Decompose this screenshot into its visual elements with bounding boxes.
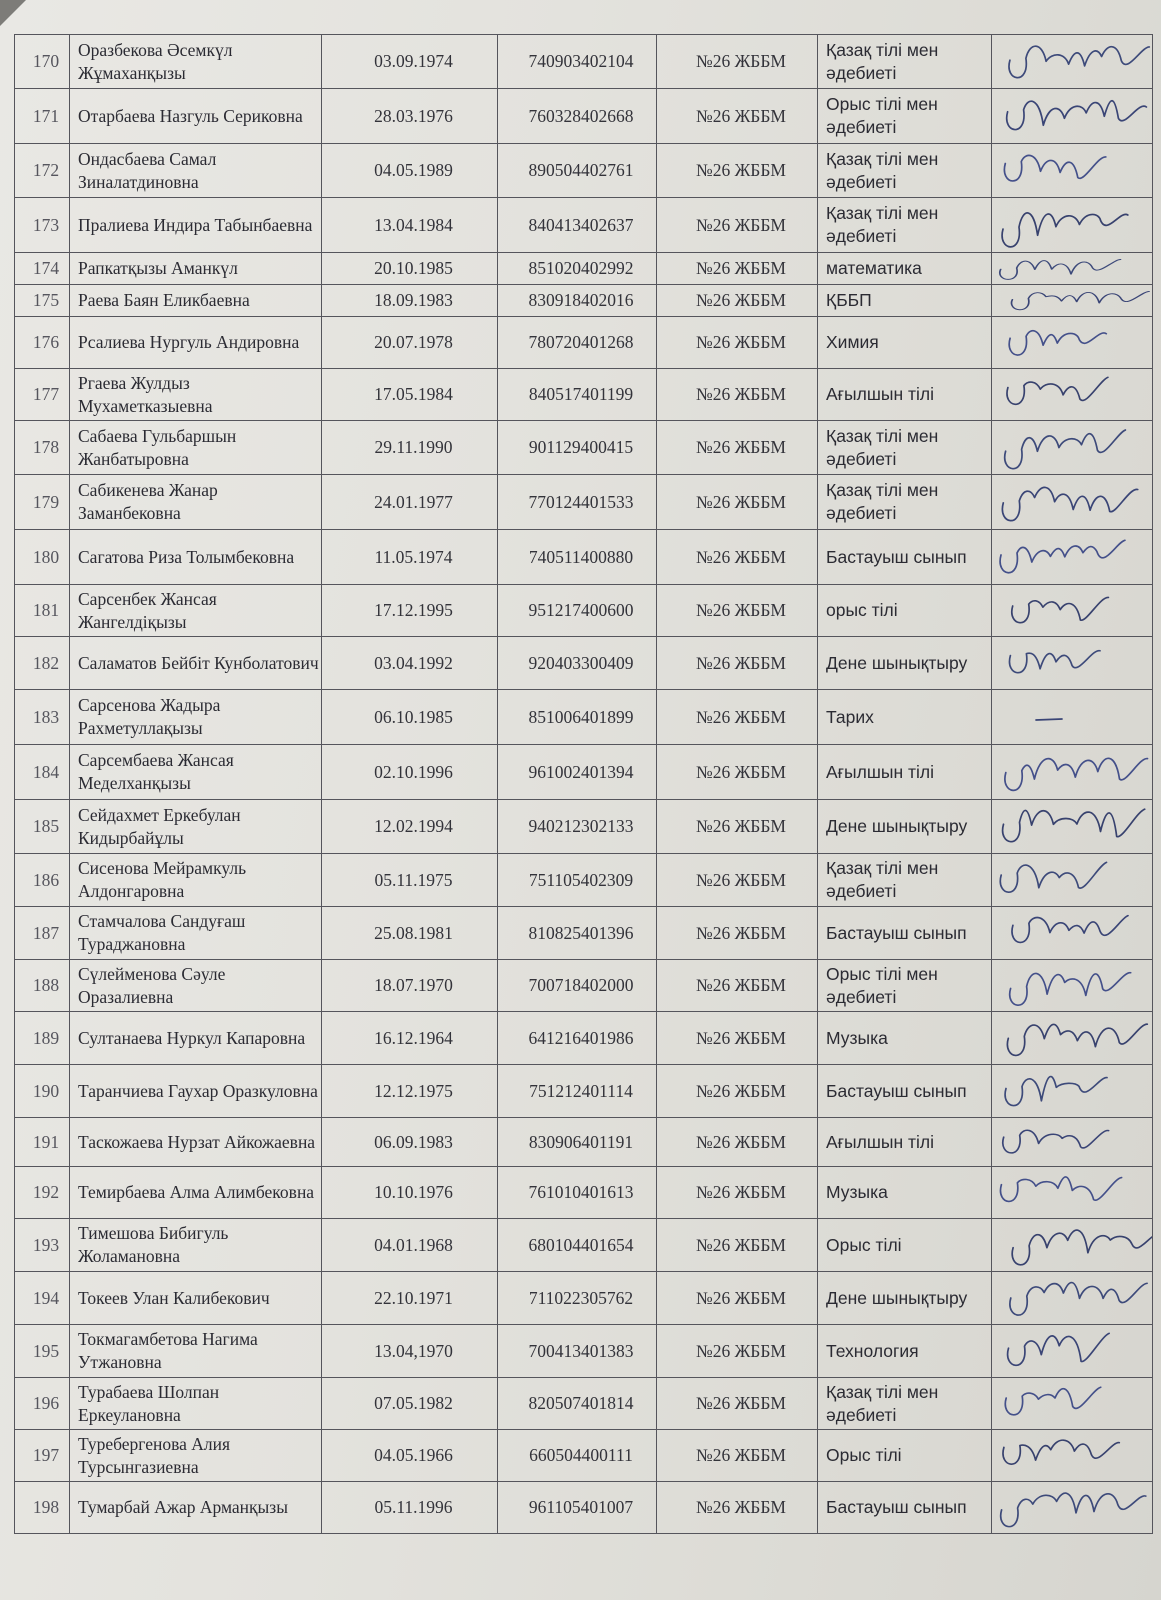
- school-name: №26 ЖББМ: [657, 585, 818, 637]
- table-row: [15, 637, 1153, 690]
- signature-stroke: [1004, 155, 1105, 181]
- teacher-name: Тумарбай Ажар Арманқызы: [70, 1482, 322, 1534]
- birth-date: 02.10.1996: [322, 745, 498, 800]
- iin-number: 751105402309: [498, 854, 657, 907]
- signature-mark: [992, 1167, 1152, 1218]
- row-number: 197: [15, 1430, 70, 1482]
- school-name: №26 ЖББМ: [657, 800, 818, 854]
- signature-stroke: [1007, 377, 1108, 404]
- signature-stroke: [1005, 1077, 1107, 1106]
- teacher-name: Сисенова Мейрамкуль Алдонгаровна: [70, 854, 322, 907]
- school-name: №26 ЖББМ: [657, 1065, 818, 1118]
- table-row: [15, 369, 1153, 421]
- signature-mark: [992, 530, 1152, 584]
- teacher-name: Таранчиева Гаухар Оразкуловна: [70, 1065, 322, 1118]
- table-row: [15, 1430, 1153, 1482]
- birth-date: 20.07.1978: [322, 317, 498, 369]
- table-row: [15, 253, 1153, 285]
- table-row: [15, 421, 1153, 475]
- row-number: 195: [15, 1325, 70, 1378]
- signature-mark: [992, 960, 1152, 1011]
- school-name: №26 ЖББМ: [657, 198, 818, 253]
- birth-date: 03.09.1974: [322, 35, 498, 89]
- signature-stroke: [1003, 1130, 1109, 1153]
- iin-number: 680104401654: [498, 1219, 657, 1272]
- signature-stroke: [1012, 916, 1128, 943]
- iin-number: 810825401396: [498, 907, 657, 960]
- signature-cell: [992, 1272, 1153, 1325]
- table-row: [15, 745, 1153, 800]
- iin-number: 830918402016: [498, 285, 657, 317]
- teacher-name: Султанаева Нуркул Капаровна: [70, 1012, 322, 1065]
- school-name: №26 ЖББМ: [657, 89, 818, 144]
- row-number: 180: [15, 530, 70, 585]
- signature-cell: [992, 1012, 1153, 1065]
- signature-stroke: [1005, 430, 1126, 469]
- signature-mark: [992, 253, 1152, 284]
- row-number: 186: [15, 854, 70, 907]
- teacher-name: Турабаева Шолпан Еркеулановна: [70, 1378, 322, 1430]
- iin-number: 920403300409: [498, 637, 657, 690]
- signature-mark: [992, 585, 1152, 636]
- signature-cell: [992, 1065, 1153, 1118]
- signature-cell: [992, 854, 1153, 907]
- birth-date: 22.10.1971: [322, 1272, 498, 1325]
- subject-name: Ағылшын тілі: [818, 1118, 992, 1167]
- row-number: 178: [15, 421, 70, 475]
- school-name: №26 ЖББМ: [657, 1430, 818, 1482]
- signature-mark: [992, 144, 1152, 197]
- birth-date: 03.04.1992: [322, 637, 498, 690]
- staff-table: [14, 34, 1153, 1534]
- birth-date: 12.02.1994: [322, 800, 498, 854]
- teacher-name: Сүлейменова Сәуле Оразалиевна: [70, 960, 322, 1012]
- birth-date: 04.05.1989: [322, 144, 498, 198]
- page-corner: [0, 0, 26, 26]
- table-row: [15, 144, 1153, 198]
- signature-stroke: [1009, 46, 1149, 77]
- row-number: 172: [15, 144, 70, 198]
- signature-cell: [992, 35, 1153, 89]
- school-name: №26 ЖББМ: [657, 35, 818, 89]
- table-row: [15, 1378, 1153, 1430]
- row-number: 176: [15, 317, 70, 369]
- birth-date: 20.10.1985: [322, 253, 498, 285]
- signature-stroke: [1001, 1493, 1146, 1527]
- birth-date: 12.12.1975: [322, 1065, 498, 1118]
- teacher-name: Стамчалова Сандуғаш Тураджановна: [70, 907, 322, 960]
- iin-number: 961002401394: [498, 745, 657, 800]
- signature-cell: [992, 530, 1153, 585]
- teacher-name: Токеев Улан Калибекович: [70, 1272, 322, 1325]
- table-row: [15, 1065, 1153, 1118]
- signature-stroke: [1003, 1440, 1119, 1464]
- signature-stroke: [1000, 260, 1121, 280]
- subject-name: Технология: [818, 1325, 992, 1378]
- teacher-name: Темирбаева Алма Алимбековна: [70, 1167, 322, 1219]
- row-number: 174: [15, 253, 70, 285]
- subject-name: ҚББП: [818, 285, 992, 317]
- subject-name: Қазақ тілі мен әдебиеті: [818, 421, 992, 475]
- teacher-name: Пралиева Индира Табынбаевна: [70, 198, 322, 253]
- signature-mark: [992, 1482, 1152, 1533]
- iin-number: 700718402000: [498, 960, 657, 1012]
- table-row: [15, 854, 1153, 907]
- signature-stroke: [1008, 1333, 1110, 1365]
- table-row: [15, 1325, 1153, 1378]
- birth-date: 04.05.1966: [322, 1430, 498, 1482]
- signature-mark: [992, 854, 1152, 906]
- school-name: №26 ЖББМ: [657, 1272, 818, 1325]
- iin-number: 840517401199: [498, 369, 657, 421]
- table-row: [15, 1219, 1153, 1272]
- birth-date: 24.01.1977: [322, 475, 498, 530]
- signature-stroke: [1036, 719, 1062, 720]
- birth-date: 06.10.1985: [322, 690, 498, 745]
- school-name: №26 ЖББМ: [657, 285, 818, 317]
- birth-date: 05.11.1975: [322, 854, 498, 907]
- signature-mark: [992, 1430, 1152, 1481]
- row-number: 196: [15, 1378, 70, 1430]
- teacher-name: Сарсембаева Жансая Меделханқызы: [70, 745, 322, 800]
- teacher-name: Сарсенбек Жансая Жангелдіқызы: [70, 585, 322, 637]
- teacher-name: Сейдахмет Еркебулан Кидырбайұлы: [70, 800, 322, 854]
- birth-date: 13.04.1984: [322, 198, 498, 253]
- subject-name: Тарих: [818, 690, 992, 745]
- row-number: 191: [15, 1118, 70, 1167]
- teacher-name: Сарсенова Жадыра Рахметуллақызы: [70, 690, 322, 745]
- school-name: №26 ЖББМ: [657, 1378, 818, 1430]
- birth-date: 17.05.1984: [322, 369, 498, 421]
- row-number: 198: [15, 1482, 70, 1534]
- school-name: №26 ЖББМ: [657, 854, 818, 907]
- subject-name: Бастауыш сынып: [818, 530, 992, 585]
- subject-name: Бастауыш сынып: [818, 907, 992, 960]
- signature-cell: [992, 585, 1153, 637]
- signature-stroke: [1009, 651, 1100, 673]
- subject-name: Бастауыш сынып: [818, 1065, 992, 1118]
- table-row: [15, 198, 1153, 253]
- table-row: [15, 907, 1153, 960]
- iin-number: 951217400600: [498, 585, 657, 637]
- row-number: 170: [15, 35, 70, 89]
- signature-stroke: [1000, 540, 1125, 572]
- school-name: №26 ЖББМ: [657, 475, 818, 530]
- subject-name: Орыс тілі мен әдебиеті: [818, 960, 992, 1012]
- row-number: 189: [15, 1012, 70, 1065]
- iin-number: 660504400111: [498, 1430, 657, 1482]
- signature-cell: [992, 637, 1153, 690]
- signature-mark: [992, 1012, 1152, 1064]
- row-number: 171: [15, 89, 70, 144]
- school-name: №26 ЖББМ: [657, 144, 818, 198]
- iin-number: 740903402104: [498, 35, 657, 89]
- signature-cell: [992, 89, 1153, 144]
- signature-mark: [992, 89, 1152, 143]
- teacher-name: Сагатова Риза Толымбековна: [70, 530, 322, 585]
- subject-name: орыс тілі: [818, 585, 992, 637]
- school-name: №26 ЖББМ: [657, 253, 818, 285]
- table-row: [15, 690, 1153, 745]
- iin-number: 961105401007: [498, 1482, 657, 1534]
- signature-cell: [992, 745, 1153, 800]
- teacher-name: Таскожаева Нурзат Айкожаевна: [70, 1118, 322, 1167]
- birth-date: 05.11.1996: [322, 1482, 498, 1534]
- signature-cell: [992, 1219, 1153, 1272]
- signature-mark: [992, 1325, 1152, 1377]
- signature-mark: [992, 421, 1152, 474]
- birth-date: 28.03.1976: [322, 89, 498, 144]
- row-number: 188: [15, 960, 70, 1012]
- table-row: [15, 475, 1153, 530]
- row-number: 175: [15, 285, 70, 317]
- iin-number: 740511400880: [498, 530, 657, 585]
- signature-mark: [992, 369, 1152, 420]
- birth-date: 25.08.1981: [322, 907, 498, 960]
- signature-cell: [992, 800, 1153, 854]
- school-name: №26 ЖББМ: [657, 1219, 818, 1272]
- table-row: [15, 317, 1153, 369]
- iin-number: 641216401986: [498, 1012, 657, 1065]
- teacher-name: Рапкатқызы Аманкүл: [70, 253, 322, 285]
- school-name: №26 ЖББМ: [657, 1167, 818, 1219]
- subject-name: Орыс тілі: [818, 1219, 992, 1272]
- teacher-name: Раева Баян Еликбаевна: [70, 285, 322, 317]
- iin-number: 820507401814: [498, 1378, 657, 1430]
- school-name: №26 ЖББМ: [657, 1118, 818, 1167]
- table-row: [15, 1482, 1153, 1534]
- birth-date: 16.12.1964: [322, 1012, 498, 1065]
- signature-cell: [992, 369, 1153, 421]
- signature-cell: [992, 285, 1153, 317]
- table-row: [15, 35, 1153, 89]
- subject-name: Бастауыш сынып: [818, 1482, 992, 1534]
- table-row: [15, 800, 1153, 854]
- row-number: 194: [15, 1272, 70, 1325]
- teacher-name: Саламатов Бейбіт Кунболатович: [70, 637, 322, 690]
- row-number: 185: [15, 800, 70, 854]
- signature-cell: [992, 1378, 1153, 1430]
- row-number: 173: [15, 198, 70, 253]
- signature-mark: [992, 475, 1152, 529]
- teacher-name: Тимешова Бибигуль Жоламановна: [70, 1219, 322, 1272]
- signature-mark: [992, 637, 1152, 689]
- subject-name: Қазақ тілі мен әдебиеті: [818, 854, 992, 907]
- subject-name: Ағылшын тілі: [818, 369, 992, 421]
- signature-stroke: [1009, 331, 1106, 355]
- subject-name: математика: [818, 253, 992, 285]
- subject-name: Химия: [818, 317, 992, 369]
- school-name: №26 ЖББМ: [657, 1012, 818, 1065]
- signature-mark: [992, 1118, 1152, 1166]
- signature-stroke: [1007, 1024, 1147, 1055]
- subject-name: Қазақ тілі мен әдебиеті: [818, 144, 992, 198]
- signature-cell: [992, 690, 1153, 745]
- signature-cell: [992, 1118, 1153, 1167]
- birth-date: 06.09.1983: [322, 1118, 498, 1167]
- row-number: 192: [15, 1167, 70, 1219]
- subject-name: Дене шынықтыру: [818, 800, 992, 854]
- signature-stroke: [1000, 862, 1106, 892]
- signature-mark: [992, 317, 1152, 368]
- school-name: №26 ЖББМ: [657, 421, 818, 475]
- signature-cell: [992, 960, 1153, 1012]
- signature-mark: [992, 1065, 1152, 1117]
- school-name: №26 ЖББМ: [657, 530, 818, 585]
- row-number: 177: [15, 369, 70, 421]
- signature-mark: [992, 285, 1152, 316]
- signature-mark: [992, 1219, 1152, 1271]
- iin-number: 711022305762: [498, 1272, 657, 1325]
- birth-date: 11.05.1974: [322, 530, 498, 585]
- table-row: [15, 960, 1153, 1012]
- table-row: [15, 530, 1153, 585]
- signature-stroke: [1000, 1177, 1121, 1201]
- signature-mark: [992, 690, 1152, 744]
- teacher-name: Сабаева Гульбаршын Жанбатыровна: [70, 421, 322, 475]
- signature-cell: [992, 1167, 1153, 1219]
- iin-number: 780720401268: [498, 317, 657, 369]
- school-name: №26 ЖББМ: [657, 745, 818, 800]
- signature-cell: [992, 1325, 1153, 1378]
- subject-name: Орыс тілі: [818, 1430, 992, 1482]
- birth-date: 13.04,1970: [322, 1325, 498, 1378]
- row-number: 183: [15, 690, 70, 745]
- table-row: [15, 1118, 1153, 1167]
- birth-date: 04.01.1968: [322, 1219, 498, 1272]
- school-name: №26 ЖББМ: [657, 369, 818, 421]
- iin-number: 830906401191: [498, 1118, 657, 1167]
- signature-mark: [992, 907, 1152, 959]
- signature-cell: [992, 907, 1153, 960]
- row-number: 187: [15, 907, 70, 960]
- signature-mark: [992, 198, 1152, 252]
- iin-number: 901129400415: [498, 421, 657, 475]
- teacher-name: Рсалиева Нургуль Андировна: [70, 317, 322, 369]
- signature-mark: [992, 35, 1152, 88]
- iin-number: 700413401383: [498, 1325, 657, 1378]
- subject-name: Ағылшын тілі: [818, 745, 992, 800]
- iin-number: 770124401533: [498, 475, 657, 530]
- teacher-name: Оразбекова Әсемкүл Жұмаханқызы: [70, 35, 322, 89]
- birth-date: 10.10.1976: [322, 1167, 498, 1219]
- signature-cell: [992, 198, 1153, 253]
- teacher-name: Туребергенова Алия Турсынгазиевна: [70, 1430, 322, 1482]
- signature-mark: [992, 800, 1152, 853]
- iin-number: 840413402637: [498, 198, 657, 253]
- table-row: [15, 1012, 1153, 1065]
- iin-number: 751212401114: [498, 1065, 657, 1118]
- subject-name: Дене шынықтыру: [818, 637, 992, 690]
- school-name: №26 ЖББМ: [657, 690, 818, 745]
- iin-number: 890504402761: [498, 144, 657, 198]
- school-name: №26 ЖББМ: [657, 637, 818, 690]
- signature-stroke: [1005, 758, 1148, 790]
- school-name: №26 ЖББМ: [657, 317, 818, 369]
- birth-date: 18.09.1983: [322, 285, 498, 317]
- teacher-name: Отарбаева Назгуль Сериковна: [70, 89, 322, 144]
- iin-number: 851020402992: [498, 253, 657, 285]
- signature-stroke: [1002, 487, 1137, 520]
- signature-cell: [992, 144, 1153, 198]
- row-number: 181: [15, 585, 70, 637]
- signature-stroke: [1012, 1230, 1152, 1265]
- table-row: [15, 1272, 1153, 1325]
- signature-stroke: [1005, 1387, 1100, 1415]
- signature-mark: [992, 745, 1152, 799]
- signature-stroke: [1011, 291, 1149, 309]
- table-row: [15, 89, 1153, 144]
- signature-cell: [992, 1482, 1153, 1534]
- row-number: 179: [15, 475, 70, 530]
- signature-stroke: [1007, 101, 1147, 130]
- birth-date: 29.11.1990: [322, 421, 498, 475]
- subject-name: Дене шынықтыру: [818, 1272, 992, 1325]
- signature-cell: [992, 475, 1153, 530]
- iin-number: 940212302133: [498, 800, 657, 854]
- row-number: 182: [15, 637, 70, 690]
- teacher-name: Ргаева Жулдыз Мухаметказыевна: [70, 369, 322, 421]
- iin-number: 851006401899: [498, 690, 657, 745]
- row-number: 193: [15, 1219, 70, 1272]
- signature-cell: [992, 1430, 1153, 1482]
- teacher-name: Токмагамбетова Нагима Утжановна: [70, 1325, 322, 1378]
- table-row: [15, 585, 1153, 637]
- signature-stroke: [1010, 973, 1131, 1006]
- iin-number: 761010401613: [498, 1167, 657, 1219]
- subject-name: Қазақ тілі мен әдебиеті: [818, 1378, 992, 1430]
- birth-date: 07.05.1982: [322, 1378, 498, 1430]
- iin-number: 760328402668: [498, 89, 657, 144]
- subject-name: Қазақ тілі мен әдебиеті: [818, 475, 992, 530]
- school-name: №26 ЖББМ: [657, 1325, 818, 1378]
- signature-mark: [992, 1378, 1152, 1429]
- table-row: [15, 1167, 1153, 1219]
- subject-name: Қазақ тілі мен әдебиеті: [818, 35, 992, 89]
- signature-mark: [992, 1272, 1152, 1324]
- birth-date: 18.07.1970: [322, 960, 498, 1012]
- signature-cell: [992, 253, 1153, 285]
- signature-cell: [992, 421, 1153, 475]
- signature-stroke: [1012, 597, 1109, 622]
- row-number: 190: [15, 1065, 70, 1118]
- subject-name: Музыка: [818, 1167, 992, 1219]
- school-name: №26 ЖББМ: [657, 907, 818, 960]
- birth-date: 17.12.1995: [322, 585, 498, 637]
- school-name: №26 ЖББМ: [657, 1482, 818, 1534]
- row-number: 184: [15, 745, 70, 800]
- subject-name: Музыка: [818, 1012, 992, 1065]
- signature-stroke: [1002, 213, 1128, 247]
- teacher-name: Сабикенева Жанар Заманбековна: [70, 475, 322, 530]
- signature-cell: [992, 317, 1153, 369]
- teacher-name: Ондасбаева Самал Зиналатдиновна: [70, 144, 322, 198]
- subject-name: Орыс тілі мен әдебиеті: [818, 89, 992, 144]
- table-row: [15, 285, 1153, 317]
- school-name: №26 ЖББМ: [657, 960, 818, 1012]
- signature-stroke: [1003, 809, 1145, 841]
- subject-name: Қазақ тілі мен әдебиеті: [818, 198, 992, 253]
- signature-stroke: [1010, 1283, 1147, 1316]
